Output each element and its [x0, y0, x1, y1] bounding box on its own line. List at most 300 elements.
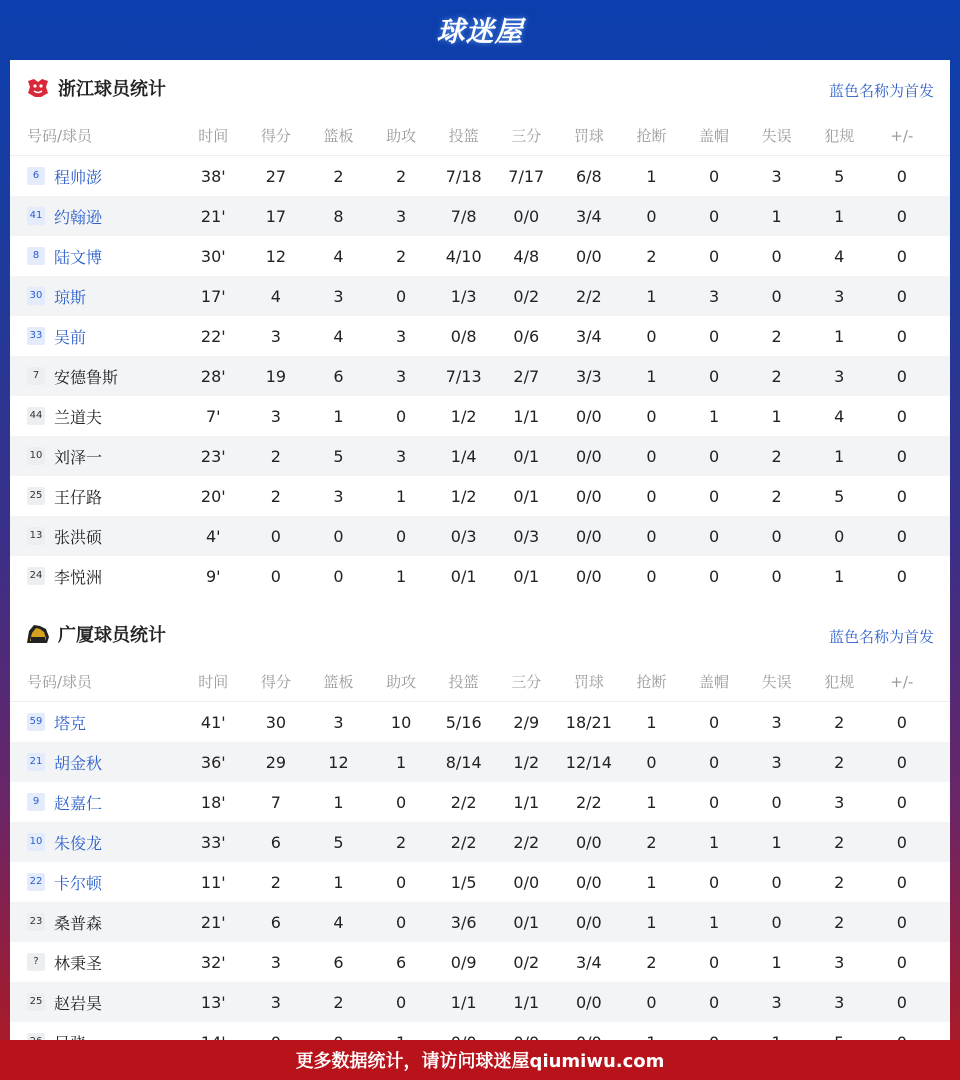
player-name: 赵岩昊: [54, 993, 103, 1013]
stat-cell: 0/1: [513, 446, 540, 466]
stat-cell: 2: [834, 832, 845, 852]
stat-cell: 0: [896, 832, 907, 852]
jersey-number: 8: [27, 247, 45, 265]
stat-cell: 1/1: [450, 992, 477, 1012]
stat-cell: 2: [771, 326, 782, 346]
stat-cell: 17: [265, 206, 287, 226]
stat-cell: 4: [270, 286, 281, 306]
team-title: 广厦球员统计: [58, 625, 166, 646]
stat-cell: 7/17: [508, 166, 545, 186]
stat-cell: 2: [834, 712, 845, 732]
player-cell: [10, 871, 182, 894]
player-name[interactable]: 朱俊龙: [54, 833, 103, 853]
stat-cell: 3: [834, 792, 845, 812]
table-row[interactable]: [10, 556, 950, 596]
table-row[interactable]: [10, 982, 950, 1022]
starter-note: 蓝色名称为首发: [828, 82, 934, 100]
table-row[interactable]: [10, 276, 950, 316]
player-cell: [10, 405, 182, 428]
column-header[interactable]: 盖帽: [699, 127, 730, 145]
stat-cell: 0/0: [575, 832, 602, 852]
table-row[interactable]: [10, 862, 950, 902]
stat-cell: 3: [771, 992, 782, 1012]
player-name: 林秉圣: [54, 953, 103, 973]
stat-cell: 0: [708, 166, 720, 186]
stat-cell: 3/6: [450, 912, 477, 932]
jersey-number: 13: [27, 527, 45, 545]
table-row[interactable]: [10, 942, 950, 982]
stat-cell: 1: [333, 872, 344, 892]
stat-cell: 1: [771, 206, 782, 226]
team-title-bar: [10, 60, 950, 116]
jersey-number: 21: [27, 753, 45, 771]
jersey-number: 44: [27, 407, 45, 425]
player-name[interactable]: 琼斯: [54, 287, 87, 307]
stat-cell: 4/8: [513, 246, 540, 266]
column-header[interactable]: 篮板: [323, 127, 354, 145]
stat-cell: 0/1: [513, 912, 540, 932]
stat-cell: 1: [771, 406, 782, 426]
player-cell: [10, 991, 182, 1014]
stat-cell: 3/3: [575, 366, 602, 386]
stat-cell: 0/2: [513, 286, 540, 306]
stat-cell: 30: [265, 712, 287, 732]
column-header[interactable]: 盖帽: [699, 673, 730, 691]
column-header[interactable]: 投篮: [448, 127, 479, 145]
stat-cell: 7/13: [445, 366, 482, 386]
stat-cell: 1/1: [513, 992, 540, 1012]
column-header[interactable]: +/-: [890, 672, 914, 691]
player-name: 王仔路: [54, 487, 103, 507]
jersey-number: 23: [27, 913, 45, 931]
stat-cell: 1: [708, 912, 720, 932]
stat-cell: 21': [200, 206, 226, 226]
stat-cell: 33': [200, 832, 226, 852]
stat-cell: 23': [200, 446, 226, 466]
stat-cell: 0: [834, 526, 845, 546]
stat-cell: 5: [834, 166, 845, 186]
player-name[interactable]: 陆文博: [54, 247, 103, 267]
column-header[interactable]: 罚球: [573, 127, 604, 145]
stat-cell: 1: [646, 166, 657, 186]
jersey-number: 41: [27, 207, 45, 225]
section-spacer: [10, 596, 950, 606]
stat-cell: 2/2: [513, 832, 540, 852]
player-name[interactable]: 程帅澎: [54, 167, 103, 187]
column-header[interactable]: 篮板: [323, 673, 354, 691]
player-name: 桑普森: [54, 913, 103, 933]
table-row[interactable]: [10, 236, 950, 276]
stat-cell: 0/9: [450, 952, 477, 972]
stat-cell: 0/0: [575, 526, 602, 546]
stat-cell: 0: [708, 566, 720, 586]
stat-cell: 5: [333, 832, 344, 852]
stat-cell: 6: [270, 832, 281, 852]
stat-cell: 1: [646, 912, 657, 932]
stat-cell: 0/0: [513, 206, 540, 226]
player-cell: [10, 325, 182, 348]
stat-cell: 0: [896, 566, 907, 586]
stat-cell: 2: [333, 992, 344, 1012]
jersey-number: 6: [27, 167, 45, 185]
stat-cell: 2: [395, 166, 407, 186]
stat-cell: 0: [708, 792, 720, 812]
stat-cell: 0: [270, 566, 281, 586]
stat-cell: 2: [270, 872, 281, 892]
stat-cell: 20': [200, 486, 226, 506]
stat-cell: 27: [265, 166, 287, 186]
stat-cell: 2/2: [575, 792, 602, 812]
stat-cell: 2/9: [513, 712, 540, 732]
table-row[interactable]: [10, 476, 950, 516]
stat-cell: 3: [771, 752, 782, 772]
table-row[interactable]: [10, 742, 950, 782]
stat-cell: 8/14: [445, 752, 482, 772]
stat-cell: 0/0: [575, 406, 602, 426]
stat-cell: 0/0: [575, 992, 602, 1012]
stat-cell: 0: [896, 952, 907, 972]
stat-cell: 8: [333, 206, 344, 226]
stat-cell: 0: [646, 486, 657, 506]
table-row[interactable]: [10, 396, 950, 436]
player-cell: [10, 245, 182, 268]
stat-cell: 1/1: [513, 406, 540, 426]
stat-cell: 0: [646, 206, 657, 226]
stat-cell: 32': [200, 952, 226, 972]
stat-cell: 4: [834, 246, 845, 266]
player-name[interactable]: 吴前: [54, 327, 87, 347]
table-row[interactable]: [10, 436, 950, 476]
stat-cell: 9': [206, 566, 221, 586]
stat-cell: 0: [395, 912, 407, 932]
table-row[interactable]: [10, 356, 950, 396]
column-header[interactable]: 犯规: [824, 673, 855, 691]
stat-cell: 0: [646, 326, 657, 346]
stat-cell: 3: [708, 286, 720, 306]
stat-cell: 1: [395, 566, 407, 586]
team-title-bar: [10, 606, 950, 662]
stat-cell: 29: [265, 752, 287, 772]
column-header[interactable]: 时间: [198, 673, 229, 691]
stat-cell: 19: [265, 366, 287, 386]
stat-cell: 2: [333, 166, 344, 186]
stat-cell: 11': [200, 872, 226, 892]
stat-cell: 36': [200, 752, 226, 772]
stat-cell: 3: [834, 952, 845, 972]
player-name: 兰道夫: [54, 407, 103, 427]
stat-cell: 1: [834, 446, 845, 466]
stat-cell: 0: [771, 872, 782, 892]
stat-cell: 3: [395, 366, 407, 386]
stat-cell: 0: [896, 752, 907, 772]
stat-cell: 2: [646, 246, 657, 266]
stat-cell: 0/0: [575, 486, 602, 506]
stat-cell: 2/2: [450, 832, 477, 852]
stat-cell: 1: [395, 486, 407, 506]
jersey-number: 25: [27, 993, 45, 1011]
column-header[interactable]: 时间: [198, 127, 229, 145]
player-cell: [10, 751, 182, 774]
stat-cell: 1/5: [450, 872, 477, 892]
stat-cell: 1: [333, 792, 344, 812]
stat-cell: 1/1: [513, 792, 540, 812]
stat-cell: 7': [206, 406, 221, 426]
stat-cell: 1: [708, 832, 720, 852]
stat-cell: 0: [896, 446, 907, 466]
stat-cell: 3: [270, 406, 281, 426]
stat-cell: 4/10: [445, 246, 482, 266]
player-cell: [10, 831, 182, 854]
zhejiang-lion-logo: [26, 77, 50, 99]
stat-cell: 4: [333, 326, 344, 346]
stat-cell: 21': [200, 912, 226, 932]
player-cell: [10, 565, 182, 588]
column-header[interactable]: +/-: [890, 126, 914, 145]
stat-cell: 0: [896, 206, 907, 226]
stat-cell: 1: [834, 566, 845, 586]
stat-cell: 4: [834, 406, 845, 426]
column-header[interactable]: 得分: [260, 127, 291, 145]
stat-cell: 3: [834, 286, 845, 306]
stat-cell: 2/7: [513, 366, 540, 386]
stat-cell: 0: [771, 566, 782, 586]
guangsha-lion-logo: [26, 623, 50, 645]
stat-cell: 2: [834, 912, 845, 932]
stat-cell: 0: [708, 526, 720, 546]
stat-cell: 5: [834, 486, 845, 506]
stat-cell: 6: [270, 912, 281, 932]
stat-cell: 1: [771, 952, 782, 972]
brand-logo-text: 球迷屋: [436, 15, 524, 48]
stat-cell: 0: [896, 286, 907, 306]
stat-cell: 1/2: [450, 486, 477, 506]
stat-cell: 0: [896, 912, 907, 932]
column-header[interactable]: 罚球: [573, 673, 604, 691]
table-row[interactable]: [10, 702, 950, 742]
stat-cell: 7/18: [445, 166, 482, 186]
table-row[interactable]: [10, 196, 950, 236]
stat-cell: 2: [771, 486, 782, 506]
player-name[interactable]: 塔克: [54, 713, 87, 733]
stat-cell: 2: [771, 366, 782, 386]
stat-cell: 2: [395, 832, 407, 852]
stat-cell: 0: [771, 792, 782, 812]
stat-cell: 1/3: [450, 286, 477, 306]
stat-cell: 3/4: [575, 952, 602, 972]
brand-header: [0, 0, 960, 60]
column-header[interactable]: 得分: [260, 673, 291, 691]
stat-cell: 0: [646, 446, 657, 466]
player-name[interactable]: 卡尔顿: [54, 873, 103, 893]
stat-cell: 0: [646, 992, 657, 1012]
player-cell: [10, 445, 182, 468]
stat-cell: 0: [646, 526, 657, 546]
column-header[interactable]: 投篮: [448, 673, 479, 691]
stat-cell: 0: [708, 872, 720, 892]
stat-cell: 2: [395, 246, 407, 266]
stat-cell: 0: [896, 326, 907, 346]
column-header[interactable]: 失误: [761, 673, 792, 691]
player-name[interactable]: 胡金秋: [54, 753, 103, 773]
stat-cell: 6/8: [575, 166, 602, 186]
stat-cell: 0/1: [513, 486, 540, 506]
jersey-number: 10: [27, 447, 45, 465]
stat-cell: 0: [771, 526, 782, 546]
stat-cell: 0/0: [575, 446, 602, 466]
table-row[interactable]: [10, 516, 950, 556]
column-header[interactable]: 犯规: [824, 127, 855, 145]
stat-cell: 3: [270, 326, 281, 346]
stat-cell: 4: [333, 912, 344, 932]
jersey-number: 10: [27, 833, 45, 851]
stat-cell: 0: [270, 526, 281, 546]
stat-cell: 3: [771, 712, 782, 732]
column-header[interactable]: 号码/球员: [27, 673, 93, 691]
stat-cell: 1: [834, 206, 845, 226]
jersey-number: ?: [27, 953, 45, 971]
stat-cell: 6: [333, 952, 344, 972]
stat-cell: 0: [896, 712, 907, 732]
stat-cell: 0: [395, 992, 407, 1012]
stat-cell: 0: [896, 526, 907, 546]
stat-cell: 1: [395, 752, 407, 772]
stat-cell: 0: [646, 752, 657, 772]
player-name: 李悦洲: [54, 567, 103, 587]
stat-cell: 18/21: [565, 712, 612, 732]
stat-cell: 0: [771, 246, 782, 266]
stat-cell: 1: [646, 366, 657, 386]
jersey-number: 9: [27, 793, 45, 811]
stat-cell: 3: [395, 326, 407, 346]
stat-cell: 0/1: [513, 566, 540, 586]
stat-cell: 1: [646, 286, 657, 306]
stat-cell: 2: [646, 832, 657, 852]
stat-cell: 1: [333, 406, 344, 426]
stat-cell: 0: [708, 952, 720, 972]
stat-cell: 2: [270, 486, 281, 506]
column-header[interactable]: 三分: [511, 673, 542, 691]
column-header[interactable]: 助攻: [386, 127, 417, 145]
stat-cell: 4: [333, 246, 344, 266]
stat-cell: 1: [646, 792, 657, 812]
stat-cell: 0/0: [513, 872, 540, 892]
player-cell: [10, 365, 182, 388]
team-title: 浙江球员统计: [58, 79, 166, 100]
table-row[interactable]: [10, 156, 950, 196]
stat-cell: 0/0: [575, 566, 602, 586]
table-row[interactable]: [10, 316, 950, 356]
column-header[interactable]: 助攻: [386, 673, 417, 691]
stat-cell: 6: [333, 366, 344, 386]
stat-cell: 13': [200, 992, 226, 1012]
jersey-number: 7: [27, 367, 45, 385]
stat-cell: 2/2: [575, 286, 602, 306]
player-name: 安德鲁斯: [54, 367, 119, 387]
stat-cell: 0: [896, 366, 907, 386]
stat-cell: 1: [708, 406, 720, 426]
jersey-number: 25: [27, 487, 45, 505]
team-section: [10, 606, 950, 1062]
stat-cell: 0/3: [513, 526, 540, 546]
player-name[interactable]: 约翰逊: [54, 207, 103, 227]
player-cell: [10, 791, 182, 814]
stat-cell: 0/1: [450, 566, 477, 586]
stat-cell: 3/4: [575, 206, 602, 226]
player-cell: [10, 525, 182, 548]
stat-cell: 1/4: [450, 446, 477, 466]
player-cell: [10, 165, 182, 188]
stat-cell: 0: [896, 486, 907, 506]
player-cell: [10, 285, 182, 308]
stat-cell: 1/2: [450, 406, 477, 426]
jersey-number: 33: [27, 327, 45, 345]
stat-cell: 0/8: [450, 326, 477, 346]
stat-cell: 3/4: [575, 326, 602, 346]
stat-cell: 0: [896, 406, 907, 426]
column-header[interactable]: 号码/球员: [27, 127, 93, 145]
stat-cell: 0: [896, 872, 907, 892]
stat-cell: 3: [333, 286, 344, 306]
stat-cell: 0/0: [575, 912, 602, 932]
stats-panel: [10, 60, 950, 1040]
stat-cell: 0: [395, 526, 407, 546]
stat-cell: 0: [708, 992, 720, 1012]
footer-banner[interactable]: [0, 1040, 960, 1080]
table-row[interactable]: [10, 902, 950, 942]
stat-cell: 3: [333, 712, 344, 732]
stat-cell: 3: [270, 952, 281, 972]
stat-cell: 12/14: [565, 752, 612, 772]
stat-cell: 2: [834, 752, 845, 772]
stat-cell: 7/8: [450, 206, 477, 226]
player-cell: [10, 205, 182, 228]
stat-cell: 0: [333, 566, 344, 586]
stat-cell: 0: [771, 912, 782, 932]
stat-cell: 0: [395, 406, 407, 426]
jersey-number: 59: [27, 713, 45, 731]
stat-cell: 3: [270, 992, 281, 1012]
stat-cell: 0: [333, 526, 344, 546]
stat-cell: 0: [896, 992, 907, 1012]
stat-cell: 1/2: [513, 752, 540, 772]
player-name[interactable]: 赵嘉仁: [54, 793, 103, 813]
table-row[interactable]: [10, 782, 950, 822]
jersey-number: 30: [27, 287, 45, 305]
stat-cell: 0: [708, 326, 720, 346]
stat-cell: 12: [328, 752, 349, 772]
stat-cell: 0: [708, 246, 720, 266]
player-cell: [10, 711, 182, 734]
column-header[interactable]: 抢断: [636, 673, 667, 691]
stat-cell: 0/2: [513, 952, 540, 972]
stat-cell: 3: [834, 992, 845, 1012]
table-row[interactable]: [10, 822, 950, 862]
stat-cell: 2: [771, 446, 782, 466]
column-header[interactable]: 失误: [761, 127, 792, 145]
stat-cell: 3: [771, 166, 782, 186]
jersey-number: 22: [27, 873, 45, 891]
column-header[interactable]: 抢断: [636, 127, 667, 145]
column-header[interactable]: 三分: [511, 127, 542, 145]
footer-text: 更多数据统计，请访问球迷屋qiumiwu.com: [295, 1051, 665, 1072]
stat-cell: 5: [333, 446, 344, 466]
player-name: 张洪硕: [54, 527, 103, 547]
stat-cell: 1: [646, 872, 657, 892]
team-section: [10, 60, 950, 596]
table-header: [10, 116, 950, 156]
stat-cell: 10: [390, 712, 412, 732]
stat-cell: 2: [646, 952, 657, 972]
